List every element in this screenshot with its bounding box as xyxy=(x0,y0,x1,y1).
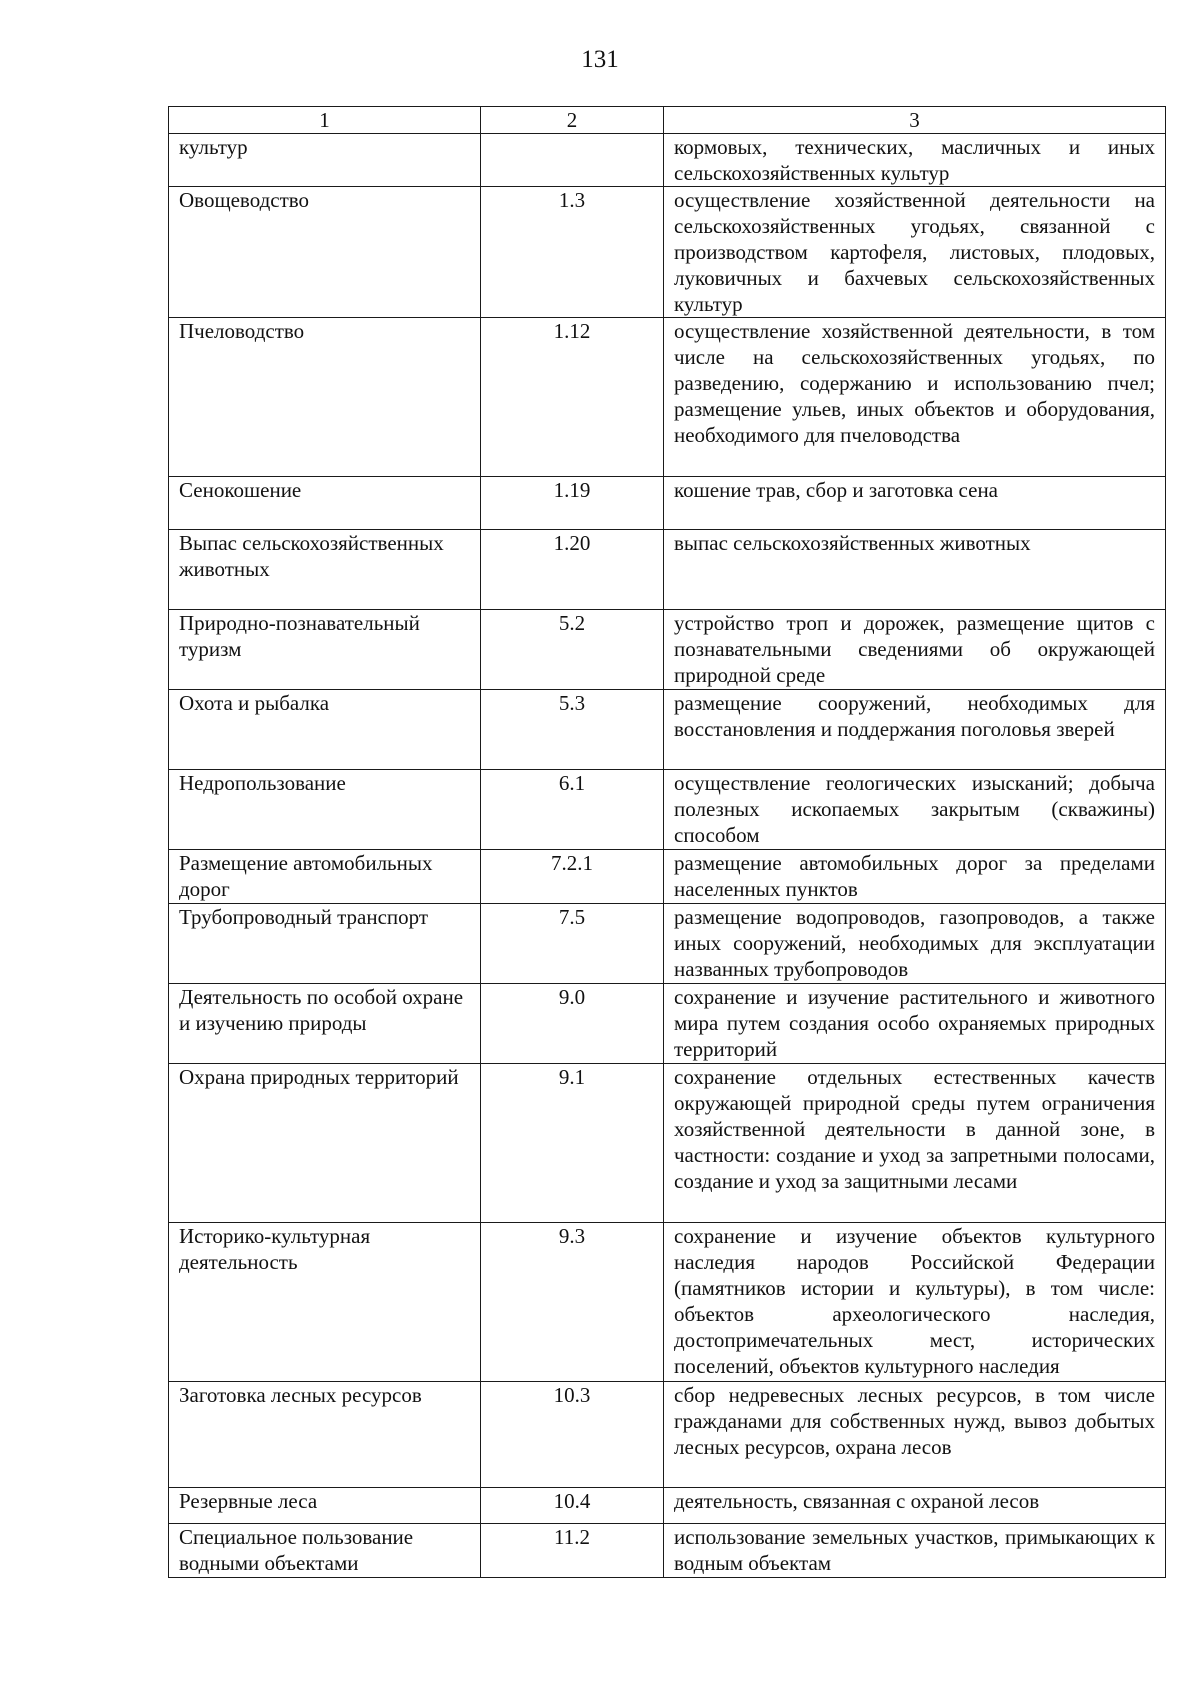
land-use-description: осуществление геологических изысканий; добыча полезных ископаемых закрытым (скважины) способом xyxy=(664,770,1166,850)
land-use-description: кормовых, технических, масличных и иных сельскохозяйственных культур xyxy=(664,134,1166,187)
table-header-row xyxy=(169,107,1166,134)
land-use-name: Сенокошение xyxy=(169,477,481,530)
land-use-description: сбор недревесных лесных ресурсов, в том числе гражданами для собственных нужд, вывоз добытых лесных ресурсов, охрана лесов xyxy=(664,1382,1166,1488)
table-row xyxy=(169,850,1166,904)
land-use-name: Специальное пользование водными объектами xyxy=(169,1524,481,1578)
land-use-name: Природно-познавательный туризм xyxy=(169,610,481,690)
table-row xyxy=(169,187,1166,318)
land-use-name: Пчеловодство xyxy=(169,318,481,477)
land-use-description: осуществление хозяйственной деятельности на сельскохозяйственных угодьях, связанной с производством картофеля, листовых, плодовых, луковичных и бахчевых сельскохозяйственных культур xyxy=(664,187,1166,318)
land-use-code: 5.2 xyxy=(481,610,664,690)
table-row xyxy=(169,1064,1166,1223)
land-use-description: размещение водопроводов, газопроводов, а также иных сооружений, необходимых для эксплуатации названных трубопроводов xyxy=(664,904,1166,984)
land-use-name: Деятельность по особой охране и изучению природы xyxy=(169,984,481,1064)
land-use-name: Заготовка лесных ресурсов xyxy=(169,1382,481,1488)
land-use-code: 6.1 xyxy=(481,770,664,850)
land-use-description: деятельность, связанная с охраной лесов xyxy=(664,1488,1166,1524)
land-use-description: осуществление хозяйственной деятельности, в том числе на сельскохозяйственных угодьях, по разведению, содержанию и использованию пчел; размещение ульев, иных объектов и оборудования, необходимого для пчеловодства xyxy=(664,318,1166,477)
land-use-code: 7.5 xyxy=(481,904,664,984)
land-use-description: размещение сооружений, необходимых для восстановления и поддержания поголовья зверей xyxy=(664,690,1166,770)
table-row xyxy=(169,770,1166,850)
land-use-description: сохранение и изучение растительного и животного мира путем создания особо охраняемых природных территорий xyxy=(664,984,1166,1064)
land-use-table xyxy=(168,106,1166,1578)
land-use-description: сохранение отдельных естественных качеств окружающей природной среды путем ограничения хозяйственной деятельности в данной зоне, в частности: создание и уход за запретными полосами, создание и уход за защитными лесами xyxy=(664,1064,1166,1223)
table-row xyxy=(169,610,1166,690)
table-row xyxy=(169,1223,1166,1382)
land-use-description: сохранение и изучение объектов культурного наследия народов Российской Федерации (памятников истории и культуры), в том числе: объектов археологического наследия, достопримечательных мест, исторических поселений, объектов культурного наследия xyxy=(664,1223,1166,1382)
land-use-name: Охота и рыбалка xyxy=(169,690,481,770)
land-use-description: устройство троп и дорожек, размещение щитов с познавательными сведениями об окружающей природной среде xyxy=(664,610,1166,690)
table-row xyxy=(169,134,1166,187)
table-row xyxy=(169,984,1166,1064)
land-use-description: использование земельных участков, примыкающих к водным объектам xyxy=(664,1524,1166,1578)
table-row xyxy=(169,690,1166,770)
land-use-code xyxy=(481,134,664,187)
table-row xyxy=(169,477,1166,530)
table-row xyxy=(169,1524,1166,1578)
table-row xyxy=(169,530,1166,610)
land-use-code: 1.3 xyxy=(481,187,664,318)
land-use-code: 1.12 xyxy=(481,318,664,477)
land-use-name: Историко-культурная деятельность xyxy=(169,1223,481,1382)
land-use-code: 10.3 xyxy=(481,1382,664,1488)
land-use-name: Овощеводство xyxy=(169,187,481,318)
column-header: 1 xyxy=(169,107,481,134)
land-use-description: размещение автомобильных дорог за пределами населенных пунктов xyxy=(664,850,1166,904)
land-use-description: выпас сельскохозяйственных животных xyxy=(664,530,1166,610)
land-use-description: кошение трав, сбор и заготовка сена xyxy=(664,477,1166,530)
table-row xyxy=(169,318,1166,477)
land-use-code: 9.3 xyxy=(481,1223,664,1382)
land-use-name: Выпас сельскохозяйственных животных xyxy=(169,530,481,610)
land-use-name: Трубопроводный транспорт xyxy=(169,904,481,984)
land-use-name: Недропользование xyxy=(169,770,481,850)
land-use-code: 1.20 xyxy=(481,530,664,610)
page-number: 131 xyxy=(581,46,619,73)
land-use-code: 9.1 xyxy=(481,1064,664,1223)
column-header: 3 xyxy=(664,107,1166,134)
land-use-name: Размещение автомобильных дорог xyxy=(169,850,481,904)
land-use-name: Охрана природных территорий xyxy=(169,1064,481,1223)
table-row xyxy=(169,1488,1166,1524)
land-use-code: 7.2.1 xyxy=(481,850,664,904)
table-row xyxy=(169,1382,1166,1488)
land-use-code: 5.3 xyxy=(481,690,664,770)
land-use-code: 10.4 xyxy=(481,1488,664,1524)
land-use-code: 1.19 xyxy=(481,477,664,530)
land-use-code: 9.0 xyxy=(481,984,664,1064)
table-row xyxy=(169,904,1166,984)
land-use-name: культур xyxy=(169,134,481,187)
land-use-code: 11.2 xyxy=(481,1524,664,1578)
land-use-name: Резервные леса xyxy=(169,1488,481,1524)
column-header: 2 xyxy=(481,107,664,134)
